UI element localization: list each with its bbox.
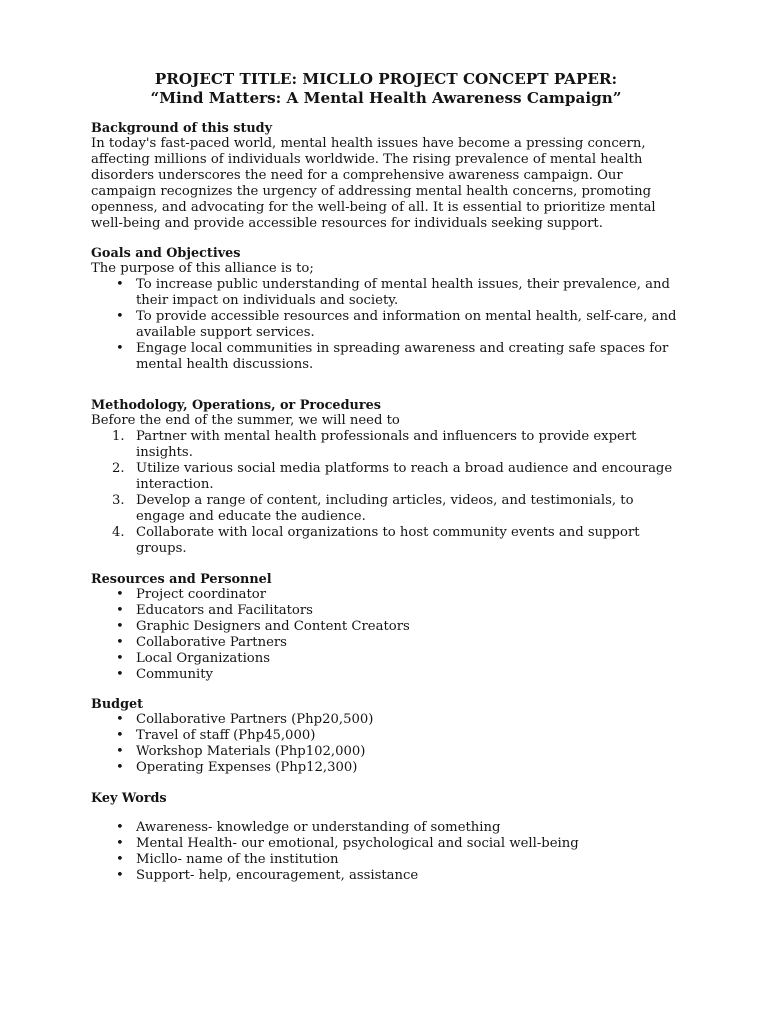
list-item xyxy=(116,587,681,603)
list-item xyxy=(116,667,681,683)
list-item-text: Collaborate with local organizations to host community events and support groups. xyxy=(136,525,640,556)
list-item-text: Workshop Materials (Php102,000) xyxy=(136,744,366,759)
list-item xyxy=(116,760,681,776)
item-number: 4. xyxy=(112,525,125,540)
list-item-text: To increase public understanding of mental health issues, their prevalence, and their impact on individuals and society. xyxy=(136,277,670,308)
list-item-text: Support- help, encouragement, assistance xyxy=(136,868,419,883)
document-page xyxy=(91,70,681,884)
background-text: In today's fast-paced world, mental health issues have become a pressing concern, affecting millions of individuals worldwide. The rising prevalence of mental health disorders underscores the need for a comprehensive awareness campaign. Our campaign recognizes the urgency of addressing mental health concerns, promoting openness, and advocating for the well-being of all. It is essential to prioritize mental well-being and provide accessible resources for individuals seeking support. xyxy=(91,136,656,231)
list-item-text: Travel of staff (Php45,000) xyxy=(136,728,316,743)
bullet-icon: • xyxy=(116,619,124,634)
bullet-icon: • xyxy=(116,667,124,682)
list-item xyxy=(116,603,681,619)
bullet-icon: • xyxy=(116,820,124,835)
title-line-2: “Mind Matters: A Mental Health Awareness Campaign” xyxy=(150,89,622,107)
list-item xyxy=(116,619,681,635)
resources-list xyxy=(91,587,681,683)
goals-heading: Goals and Objectives xyxy=(91,246,241,261)
budget-list xyxy=(91,712,681,776)
item-number: 2. xyxy=(112,461,125,476)
list-item xyxy=(116,635,681,651)
keywords-heading: Key Words xyxy=(91,791,167,806)
list-item-text: To provide accessible resources and information on mental health, self-care, and available support services. xyxy=(136,309,677,340)
methodology-heading: Methodology, Operations, or Procedures xyxy=(91,398,381,413)
bullet-icon: • xyxy=(116,760,124,775)
list-item-text: Collaborative Partners (Php20,500) xyxy=(136,712,374,727)
title-line-1: PROJECT TITLE: MICLLO PROJECT CONCEPT PAPER: xyxy=(154,70,618,88)
list-item-text: Utilize various social media platforms to reach a broad audience and encourage interaction. xyxy=(136,461,673,492)
list-item-text: Graphic Designers and Content Creators xyxy=(136,619,410,634)
list-item-text: Local Organizations xyxy=(136,651,271,666)
list-item xyxy=(116,341,681,373)
bullet-icon: • xyxy=(116,309,124,324)
list-item xyxy=(116,836,681,852)
list-item xyxy=(112,493,681,525)
list-item-text: Community xyxy=(136,667,213,682)
list-item-text: Partner with mental health professionals and influencers to provide expert insights. xyxy=(136,429,637,460)
methodology-intro: Before the end of the summer, we will need to xyxy=(91,413,400,428)
item-number: 1. xyxy=(112,429,125,444)
list-item xyxy=(116,277,681,309)
list-item xyxy=(116,868,681,884)
bullet-icon: • xyxy=(116,712,124,727)
list-item-text: Micllo- name of the institution xyxy=(136,852,339,867)
bullet-icon: • xyxy=(116,836,124,851)
list-item xyxy=(116,712,681,728)
list-item-text: Collaborative Partners xyxy=(136,635,287,650)
bullet-icon: • xyxy=(116,587,124,602)
background-section xyxy=(91,121,681,232)
keywords-list xyxy=(91,820,681,884)
resources-heading: Resources and Personnel xyxy=(91,572,272,587)
resources-section xyxy=(91,572,681,683)
goals-intro: The purpose of this alliance is to; xyxy=(91,261,314,276)
list-item-text: Engage local communities in spreading awareness and creating safe spaces for mental health discussions. xyxy=(136,341,669,372)
list-item-text: Develop a range of content, including articles, videos, and testimonials, to engage and educate the audience. xyxy=(136,493,634,524)
list-item xyxy=(112,525,681,557)
goals-list xyxy=(91,277,681,373)
budget-heading: Budget xyxy=(91,697,144,712)
list-item xyxy=(116,309,681,341)
bullet-icon: • xyxy=(116,868,124,883)
bullet-icon: • xyxy=(116,277,124,292)
list-item xyxy=(116,852,681,868)
document-title xyxy=(83,70,689,108)
bullet-icon: • xyxy=(116,651,124,666)
list-item-text: Operating Expenses (Php12,300) xyxy=(136,760,358,775)
list-item-text: Mental Health- our emotional, psychological and social well-being xyxy=(136,836,579,851)
list-item-text: Educators and Facilitators xyxy=(136,603,313,618)
list-item xyxy=(116,820,681,836)
list-item xyxy=(112,461,681,493)
list-item-text: Project coordinator xyxy=(136,587,267,602)
methodology-list xyxy=(91,429,681,557)
goals-section xyxy=(91,246,681,373)
background-heading: Background of this study xyxy=(91,121,273,136)
bullet-icon: • xyxy=(116,744,124,759)
list-item xyxy=(112,429,681,461)
bullet-icon: • xyxy=(116,852,124,867)
budget-section xyxy=(91,697,681,776)
item-number: 3. xyxy=(112,493,125,508)
keywords-section xyxy=(91,791,681,884)
bullet-icon: • xyxy=(116,341,124,356)
list-item-text: Awareness- knowledge or understanding of something xyxy=(136,820,501,835)
list-item xyxy=(116,728,681,744)
list-item xyxy=(116,744,681,760)
list-item xyxy=(116,651,681,667)
methodology-section xyxy=(91,398,681,557)
bullet-icon: • xyxy=(116,635,124,650)
bullet-icon: • xyxy=(116,603,124,618)
bullet-icon: • xyxy=(116,728,124,743)
